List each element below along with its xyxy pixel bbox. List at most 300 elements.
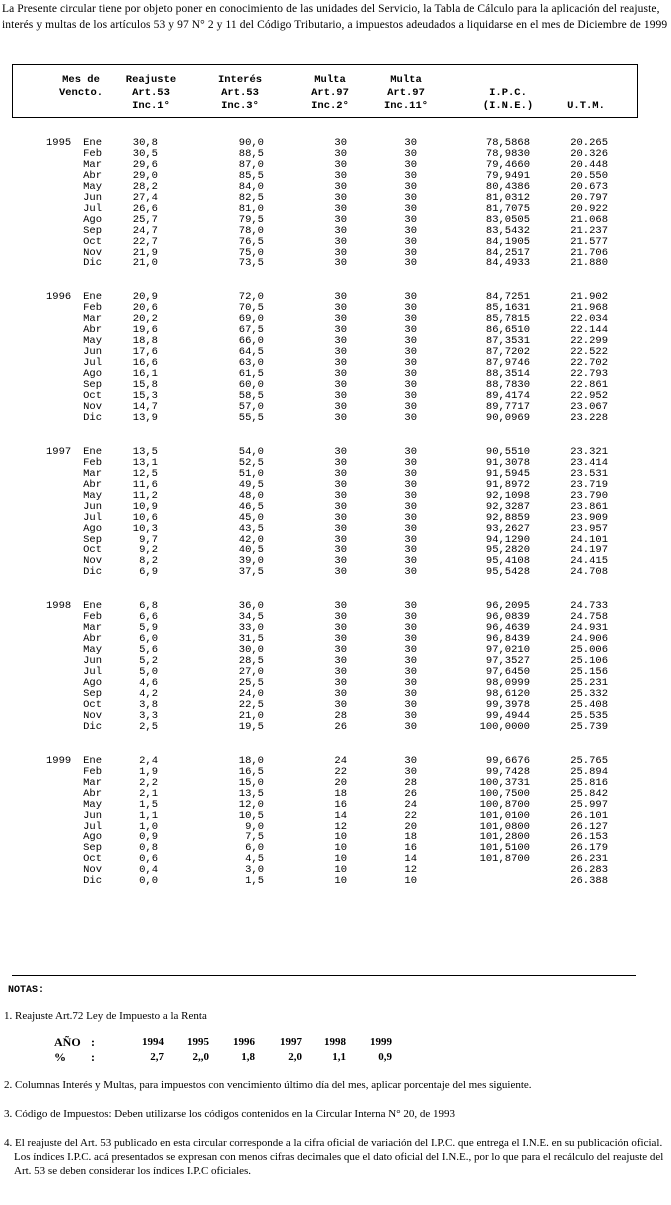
ipc-cell: 84,4933 — [485, 257, 530, 270]
reajuste-cell: 0,9 — [139, 831, 158, 844]
interes-cell: 1,5 — [245, 875, 264, 888]
month-cell: Sep — [83, 533, 102, 546]
month-cell: Sep — [83, 842, 102, 855]
ano-value: 1999 — [370, 1036, 392, 1048]
month-cell: Jul — [83, 666, 102, 679]
utm-cell: 22.522 — [570, 346, 608, 359]
multa-inc11-cell: 24 — [404, 798, 417, 811]
multa-inc11-cell: 30 — [404, 169, 417, 182]
interes-cell: 45,0 — [238, 511, 264, 524]
note-4 — [4, 1136, 668, 1178]
ipc-cell: 81,7075 — [485, 202, 530, 215]
multa-inc2-cell: 30 — [334, 644, 347, 657]
utm-cell: 25.106 — [570, 655, 608, 668]
reajuste-cell: 5,0 — [139, 666, 158, 679]
reajuste-cell: 3,3 — [139, 709, 158, 722]
multa-inc11-cell: 30 — [404, 720, 417, 733]
month-cell: Feb — [83, 611, 102, 624]
reajuste-cell: 4,2 — [139, 687, 158, 700]
utm-cell: 25.535 — [570, 709, 608, 722]
multa-inc11-cell: 26 — [404, 787, 417, 800]
utm-cell: 22.702 — [570, 357, 608, 370]
utm-cell: 20.922 — [570, 202, 608, 215]
multa-inc2-cell: 30 — [334, 533, 347, 546]
multa-inc11-cell: 30 — [404, 235, 417, 248]
reajuste-cell: 10,9 — [132, 500, 158, 513]
ipc-cell: 83,0505 — [485, 213, 530, 226]
ano-value: 1995 — [187, 1036, 209, 1048]
utm-cell: 23.957 — [570, 522, 608, 535]
multa-inc11-cell: 30 — [404, 478, 417, 491]
interes-cell: 73,5 — [238, 257, 264, 270]
multa-inc11-cell: 30 — [404, 666, 417, 679]
reajuste-cell: 20,9 — [132, 291, 158, 304]
header-utm: U.T.M. — [567, 100, 605, 112]
month-cell: Nov — [83, 709, 102, 722]
reajuste-cell: 0,6 — [139, 853, 158, 866]
reajuste-cell: 5,2 — [139, 655, 158, 668]
month-cell: Nov — [83, 555, 102, 568]
reajuste-cell: 2,1 — [139, 787, 158, 800]
multa-inc2-cell: 16 — [334, 798, 347, 811]
multa-inc11-cell: 28 — [404, 776, 417, 789]
month-cell: Dic — [83, 875, 102, 888]
multa-inc2-cell: 30 — [334, 555, 347, 568]
multa-inc2-cell: 30 — [334, 400, 347, 413]
utm-cell: 23.414 — [570, 456, 608, 469]
interes-cell: 22,5 — [238, 698, 264, 711]
multa-inc11-cell: 30 — [404, 213, 417, 226]
ipc-cell: 91,3078 — [485, 456, 530, 469]
month-cell: Oct — [83, 698, 102, 711]
reajuste-cell: 16,1 — [132, 368, 158, 381]
year-label: 1995 — [46, 137, 72, 149]
month-cell: Ene — [83, 291, 102, 304]
reajuste-cell: 11,2 — [132, 489, 158, 502]
multa-inc2-cell: 30 — [334, 257, 347, 270]
reajuste-cell: 30,8 — [132, 137, 158, 149]
interes-cell: 39,0 — [238, 555, 264, 568]
utm-cell: 23.228 — [570, 411, 608, 424]
utm-cell: 23.909 — [570, 511, 608, 524]
interes-cell: 85,5 — [238, 169, 264, 182]
interes-cell: 55,5 — [238, 411, 264, 424]
interes-cell: 52,5 — [238, 456, 264, 469]
reajuste-cell: 21,9 — [132, 246, 158, 259]
month-cell: Jul — [83, 820, 102, 833]
utm-cell: 20.550 — [570, 169, 608, 182]
month-cell: Jul — [83, 202, 102, 215]
header-ipc: I.P.C. (I.N.E.) — [482, 87, 534, 112]
interes-cell: 16,5 — [238, 765, 264, 778]
ipc-cell: 96,0839 — [485, 611, 530, 624]
reajuste-cell: 2,2 — [139, 776, 158, 789]
reajuste-cell: 14,7 — [132, 400, 158, 413]
ipc-cell: 96,8439 — [485, 633, 530, 646]
ipc-cell: 95,4108 — [485, 555, 530, 568]
reajuste-cell: 13,5 — [132, 445, 158, 458]
multa-inc2-cell: 30 — [334, 137, 347, 149]
ipc-cell: 81,0312 — [485, 191, 530, 204]
utm-cell: 24.415 — [570, 555, 608, 568]
utm-cell: 25.842 — [570, 787, 608, 800]
multa-inc2-cell: 28 — [334, 709, 347, 722]
interes-cell: 58,5 — [238, 390, 264, 402]
multa-inc11-cell: 30 — [404, 224, 417, 237]
reajuste-cell: 29,6 — [132, 158, 158, 171]
year-label: 1997 — [46, 445, 72, 458]
month-cell: May — [83, 644, 102, 657]
interes-cell: 70,5 — [238, 302, 264, 315]
ipc-cell: 83,5432 — [485, 224, 530, 237]
ipc-cell: 87,3531 — [485, 335, 530, 348]
ano-value: 1998 — [324, 1036, 346, 1048]
interes-cell: 37,5 — [238, 566, 264, 579]
multa-inc2-cell: 30 — [334, 544, 347, 557]
reajuste-cell: 9,2 — [139, 544, 158, 557]
multa-inc11-cell: 30 — [404, 709, 417, 722]
interes-cell: 7,5 — [245, 831, 264, 844]
multa-inc2-cell: 10 — [334, 842, 347, 855]
multa-inc11-cell: 30 — [404, 147, 417, 160]
multa-inc11-cell: 30 — [404, 191, 417, 204]
month-cell: Sep — [83, 224, 102, 237]
ipc-cell: 87,9746 — [485, 357, 530, 370]
utm-cell: 26.179 — [570, 842, 608, 855]
multa-inc11-cell: 30 — [404, 400, 417, 413]
notes-divider — [12, 975, 636, 976]
ipc-cell: 101,2800 — [479, 831, 530, 844]
month-cell: Feb — [83, 302, 102, 315]
multa-inc2-cell: 30 — [334, 346, 347, 359]
ipc-cell: 87,7202 — [485, 346, 530, 359]
multa-inc2-cell: 30 — [334, 368, 347, 381]
month-cell: Jun — [83, 500, 102, 513]
pct-value: 1,8 — [241, 1051, 255, 1063]
multa-inc11-cell: 30 — [404, 180, 417, 193]
reajuste-cell: 16,6 — [132, 357, 158, 370]
reajuste-cell: 15,8 — [132, 379, 158, 392]
ipc-cell: 101,0100 — [479, 809, 530, 822]
reajuste-cell: 30,5 — [132, 147, 158, 160]
ipc-cell: 99,6676 — [485, 754, 530, 767]
interes-cell: 75,0 — [238, 246, 264, 259]
ipc-cell: 97,6450 — [485, 666, 530, 679]
utm-cell: 25.739 — [570, 720, 608, 733]
month-cell: Ago — [83, 522, 102, 535]
month-cell: Dic — [83, 411, 102, 424]
multa-inc2-cell: 30 — [334, 390, 347, 402]
multa-inc11-cell: 30 — [404, 544, 417, 557]
ipc-cell: 85,7815 — [485, 313, 530, 326]
utm-cell: 22.144 — [570, 324, 608, 337]
reajuste-cell: 26,6 — [132, 202, 158, 215]
multa-inc11-cell: 16 — [404, 842, 417, 855]
interes-cell: 12,0 — [238, 798, 264, 811]
reajuste-cell: 22,7 — [132, 235, 158, 248]
utm-cell: 26.101 — [570, 809, 608, 822]
multa-inc11-cell: 30 — [404, 246, 417, 259]
ipc-cell: 95,2820 — [485, 544, 530, 557]
utm-cell: 25.894 — [570, 765, 608, 778]
interes-cell: 63,0 — [238, 357, 264, 370]
header-interes: Interés Art.53 Inc.3° — [217, 74, 263, 112]
multa-inc11-cell: 30 — [404, 202, 417, 215]
utm-cell: 25.231 — [570, 677, 608, 689]
pct-label: % — [54, 1050, 66, 1064]
multa-inc11-cell: 30 — [404, 368, 417, 381]
month-cell: May — [83, 798, 102, 811]
ipc-cell: 91,8972 — [485, 478, 530, 491]
month-cell: Jul — [83, 357, 102, 370]
pct-value: 0,9 — [378, 1051, 392, 1063]
multa-inc2-cell: 30 — [334, 246, 347, 259]
multa-inc11-cell: 30 — [404, 456, 417, 469]
ipc-cell: 100,3731 — [479, 776, 530, 789]
pct-value: 2,,0 — [192, 1051, 209, 1063]
multa-inc2-cell: 30 — [334, 411, 347, 424]
multa-inc2-cell: 30 — [334, 500, 347, 513]
multa-inc2-cell: 10 — [334, 853, 347, 866]
utm-cell: 25.816 — [570, 776, 608, 789]
month-cell: Jun — [83, 655, 102, 668]
ipc-cell: 101,5100 — [479, 842, 530, 855]
interes-cell: 87,0 — [238, 158, 264, 171]
interes-cell: 61,5 — [238, 368, 264, 381]
multa-inc2-cell: 30 — [334, 357, 347, 370]
interes-cell: 27,0 — [238, 666, 264, 679]
interes-cell: 6,0 — [245, 842, 264, 855]
interes-cell: 30,0 — [238, 644, 264, 657]
multa-inc11-cell: 30 — [404, 346, 417, 359]
interes-cell: 28,5 — [238, 655, 264, 668]
reajuste-cell: 20,6 — [132, 302, 158, 315]
month-cell: May — [83, 180, 102, 193]
multa-inc2-cell: 30 — [334, 202, 347, 215]
interes-cell: 51,0 — [238, 467, 264, 480]
utm-cell: 25.997 — [570, 798, 608, 811]
interes-cell: 43,5 — [238, 522, 264, 535]
month-cell: Jun — [83, 346, 102, 359]
ipc-cell: 96,4639 — [485, 622, 530, 635]
multa-inc2-cell: 30 — [334, 611, 347, 624]
utm-cell: 20.448 — [570, 158, 608, 171]
multa-inc2-cell: 30 — [334, 302, 347, 315]
interes-cell: 49,5 — [238, 478, 264, 491]
multa-inc11-cell: 30 — [404, 390, 417, 402]
ipc-cell: 79,9491 — [485, 169, 530, 182]
interes-cell: 33,0 — [238, 622, 264, 635]
multa-inc2-cell: 18 — [334, 787, 347, 800]
ipc-cell: 91,5945 — [485, 467, 530, 480]
reajuste-cell: 5,9 — [139, 622, 158, 635]
multa-inc2-cell: 10 — [334, 875, 347, 888]
multa-inc11-cell: 10 — [404, 875, 417, 888]
year-label: 1998 — [46, 600, 72, 613]
ipc-cell: 86,6510 — [485, 324, 530, 337]
multa-inc11-cell: 30 — [404, 137, 417, 149]
multa-inc11-cell: 30 — [404, 335, 417, 348]
multa-inc2-cell: 30 — [334, 600, 347, 613]
ipc-cell: 98,6120 — [485, 687, 530, 700]
multa-inc2-cell: 30 — [334, 291, 347, 304]
month-cell: Dic — [83, 720, 102, 733]
interes-cell: 31,5 — [238, 633, 264, 646]
multa-inc11-cell: 30 — [404, 600, 417, 613]
utm-cell: 21.968 — [570, 302, 608, 315]
interes-cell: 69,0 — [238, 313, 264, 326]
ipc-cell: 93,2627 — [485, 522, 530, 535]
ipc-cell: 92,8859 — [485, 511, 530, 524]
utm-cell: 20.265 — [570, 137, 608, 149]
utm-cell: 21.706 — [570, 246, 608, 259]
multa-inc11-cell: 30 — [404, 257, 417, 270]
multa-inc11-cell: 30 — [404, 555, 417, 568]
multa-inc2-cell: 20 — [334, 776, 347, 789]
reajuste-cell: 24,7 — [132, 224, 158, 237]
multa-inc11-cell: 30 — [404, 611, 417, 624]
multa-inc2-cell: 30 — [334, 489, 347, 502]
ipc-cell: 78,9830 — [485, 147, 530, 160]
reajuste-cell: 17,6 — [132, 346, 158, 359]
month-cell: Nov — [83, 400, 102, 413]
utm-cell: 25.765 — [570, 754, 608, 767]
multa-inc2-cell: 30 — [334, 235, 347, 248]
note-4-ipc: Los índices I.P.C. acá presentados se expresan con menos cifras decimales que el dato oficial del I.N.E., por lo que para el recálculo del reajuste del Art. 53 se deben considerar los índices I.P.C oficiales. — [14, 1151, 664, 1177]
reajuste-cell: 0,8 — [139, 842, 158, 855]
utm-cell: 21.068 — [570, 213, 608, 226]
ano-colon: : — [91, 1035, 95, 1049]
utm-cell: 26.153 — [570, 831, 608, 844]
reajuste-cell: 29,0 — [132, 169, 158, 182]
month-cell: Sep — [83, 379, 102, 392]
interes-cell: 57,0 — [238, 400, 264, 413]
ipc-cell: 84,1905 — [485, 235, 530, 248]
month-cell: Feb — [83, 765, 102, 778]
ipc-cell: 99,3978 — [485, 698, 530, 711]
reajuste-cell: 6,8 — [139, 600, 158, 613]
ano-value: 1996 — [233, 1036, 255, 1048]
interes-cell: 78,0 — [238, 224, 264, 237]
utm-cell: 26.127 — [570, 820, 608, 833]
multa-inc11-cell: 30 — [404, 522, 417, 535]
utm-cell: 22.793 — [570, 368, 608, 381]
month-cell: May — [83, 335, 102, 348]
month-cell: Ago — [83, 213, 102, 226]
reajuste-cell: 0,4 — [139, 864, 158, 877]
reajuste-cell: 1,9 — [139, 765, 158, 778]
reajuste-cell: 15,3 — [132, 390, 158, 402]
interes-cell: 48,0 — [238, 489, 264, 502]
ipc-cell: 88,3514 — [485, 368, 530, 381]
utm-cell: 24.931 — [570, 622, 608, 635]
interes-cell: 88,5 — [238, 147, 264, 160]
interes-cell: 19,5 — [238, 720, 264, 733]
month-cell: Mar — [83, 622, 102, 635]
year-label: 1999 — [46, 754, 72, 767]
ipc-cell: 90,5510 — [485, 445, 530, 458]
interes-cell: 18,0 — [238, 754, 264, 767]
ipc-cell: 92,3287 — [485, 500, 530, 513]
multa-inc11-cell: 30 — [404, 622, 417, 635]
utm-cell: 25.156 — [570, 666, 608, 679]
multa-inc2-cell: 22 — [334, 765, 347, 778]
ipc-cell: 80,4386 — [485, 180, 530, 193]
utm-cell: 23.861 — [570, 500, 608, 513]
reajuste-cell: 10,6 — [132, 511, 158, 524]
interes-cell: 81,0 — [238, 202, 264, 215]
interes-cell: 40,5 — [238, 544, 264, 557]
utm-cell: 25.332 — [570, 687, 608, 700]
notes-title: NOTAS: — [8, 985, 45, 996]
reajuste-cell: 21,0 — [132, 257, 158, 270]
reajuste-cell: 12,5 — [132, 467, 158, 480]
interes-cell: 64,5 — [238, 346, 264, 359]
utm-cell: 20.326 — [570, 147, 608, 160]
multa-inc11-cell: 18 — [404, 831, 417, 844]
month-cell: Jul — [83, 511, 102, 524]
ipc-cell: 100,8700 — [479, 798, 530, 811]
multa-inc11-cell: 30 — [404, 754, 417, 767]
utm-cell: 23.531 — [570, 467, 608, 480]
utm-cell: 21.577 — [570, 235, 608, 248]
utm-cell: 25.408 — [570, 698, 608, 711]
ipc-cell: 96,2095 — [485, 600, 530, 613]
month-cell: Mar — [83, 467, 102, 480]
multa-inc2-cell: 30 — [334, 467, 347, 480]
note-2: 2. Columnas Interés y Multas, para impuestos con vencimiento último día del mes, aplicar porcentaje del mes siguiente. — [4, 1079, 532, 1091]
multa-inc2-cell: 30 — [334, 687, 347, 700]
multa-inc2-cell: 30 — [334, 566, 347, 579]
reajuste-cell: 4,6 — [139, 677, 158, 689]
month-cell: Mar — [83, 313, 102, 326]
multa-inc11-cell: 20 — [404, 820, 417, 833]
utm-cell: 20.797 — [570, 191, 608, 204]
ipc-cell: 84,2517 — [485, 246, 530, 259]
utm-cell: 24.733 — [570, 600, 608, 613]
multa-inc11-cell: 30 — [404, 313, 417, 326]
intro-paragraph: La Presente circular tiene por objeto poner en conocimiento de las unidades del Servicio, la Tabla de Cálculo para la aplicación del reajuste, interés y multas de los artículos 53 y 97 N° 2 y 11 del Código Tributario, a impuestos adeudados a liquidarse en el mes de Diciembre de 1999 — [2, 3, 668, 31]
pct-value: 2,0 — [288, 1051, 302, 1063]
interes-cell: 15,0 — [238, 776, 264, 789]
multa-inc11-cell: 30 — [404, 411, 417, 424]
multa-inc11-cell: 22 — [404, 809, 417, 822]
month-cell: Oct — [83, 544, 102, 557]
ipc-cell: 101,8700 — [479, 853, 530, 866]
header-multa-inc11: Multa Art.97 Inc.11° — [383, 74, 429, 112]
multa-inc2-cell: 30 — [334, 313, 347, 326]
ipc-cell: 99,4944 — [485, 709, 530, 722]
ipc-cell: 98,0999 — [485, 677, 530, 689]
month-cell: Sep — [83, 687, 102, 700]
multa-inc11-cell: 14 — [404, 853, 417, 866]
interes-cell: 84,0 — [238, 180, 264, 193]
month-cell: Nov — [83, 246, 102, 259]
multa-inc11-cell: 30 — [404, 302, 417, 315]
reajuste-cell: 9,7 — [139, 533, 158, 546]
multa-inc11-cell: 30 — [404, 511, 417, 524]
interes-cell: 90,0 — [238, 137, 264, 149]
pct-value: 2,7 — [150, 1051, 164, 1063]
ipc-cell: 92,1098 — [485, 489, 530, 502]
interes-cell: 79,5 — [238, 213, 264, 226]
multa-inc11-cell: 30 — [404, 644, 417, 657]
multa-inc11-cell: 30 — [404, 655, 417, 668]
month-cell: Jun — [83, 809, 102, 822]
interes-cell: 66,0 — [238, 335, 264, 348]
utm-cell: 23.790 — [570, 489, 608, 502]
month-cell: Ago — [83, 831, 102, 844]
